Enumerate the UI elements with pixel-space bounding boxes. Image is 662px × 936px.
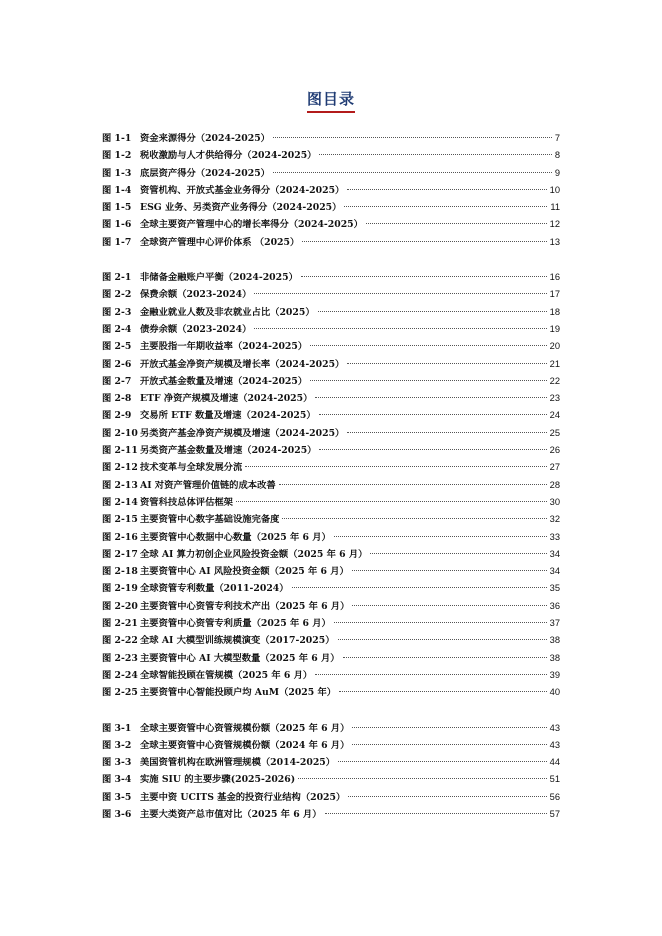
page-number: 33 — [549, 531, 560, 542]
toc-entry[interactable] — [102, 373, 560, 390]
figure-number: 图 2-15 — [102, 514, 138, 526]
title-wrapper — [0, 88, 662, 113]
dot-leader — [319, 449, 546, 450]
page-number: 37 — [549, 618, 560, 629]
figure-number: 图 2-21 — [102, 618, 138, 630]
figure-title: AI 对资产管理价值链的成本改善 — [140, 479, 276, 491]
page-number: 18 — [549, 306, 560, 317]
toc-entry[interactable] — [102, 356, 560, 373]
figure-number: 图 3-4 — [102, 774, 132, 786]
figure-title: 开放式基金净资产规模及增长率（2024-2025） — [140, 358, 345, 370]
toc-entry[interactable] — [102, 754, 560, 771]
page-number: 34 — [549, 548, 560, 559]
figure-number: 图 1-1 — [102, 133, 132, 144]
figure-title: ETF 净资产规模及增速（2024-2025） — [140, 393, 313, 405]
dot-leader — [254, 328, 546, 329]
figure-title: 资管机构、开放式基金业务得分（2024-2025） — [140, 184, 345, 196]
toc-entry[interactable] — [102, 390, 560, 407]
figure-number: 图 2-19 — [102, 583, 138, 595]
toc-entry[interactable] — [102, 632, 560, 649]
figure-number: 图 2-23 — [102, 652, 138, 664]
toc-entry[interactable] — [102, 563, 560, 580]
page-number: 57 — [549, 808, 560, 819]
toc-entry[interactable] — [102, 720, 560, 737]
figure-title: 全球主要资管中心资管规模份额（2024 年 6 月） — [140, 739, 350, 751]
page-title: 图目录 — [307, 88, 355, 113]
dot-leader — [344, 206, 547, 207]
dot-leader — [273, 172, 552, 173]
page-number: 34 — [549, 566, 560, 577]
dot-leader — [298, 778, 547, 779]
figure-number: 图 3-5 — [102, 791, 132, 803]
dot-leader — [348, 796, 546, 797]
toc-group — [102, 269, 560, 701]
figure-toc — [102, 130, 560, 823]
figure-title: 全球主要资管中心资管规模份额（2025 年 6 月） — [140, 722, 350, 734]
figure-title: 资金来源得分（2024-2025） — [140, 133, 270, 144]
figure-title: 开放式基金数量及增速（2024-2025） — [140, 375, 308, 387]
dot-leader — [315, 674, 546, 675]
dot-leader — [319, 154, 551, 155]
page-number: 25 — [549, 427, 560, 438]
dot-leader — [352, 744, 546, 745]
figure-number: 图 1-7 — [102, 236, 132, 248]
figure-title: 主要资管中心数字基础设施完备度 — [140, 514, 280, 526]
dot-leader — [338, 761, 547, 762]
figure-number: 图 2-18 — [102, 566, 138, 578]
toc-entry[interactable] — [102, 477, 560, 494]
dot-leader — [334, 536, 547, 537]
dot-leader — [325, 813, 547, 814]
toc-entry[interactable] — [102, 806, 560, 823]
figure-title: 主要中资 UCITS 基金的投资行业结构（2025） — [140, 791, 346, 803]
figure-title: 非储备金融账户平衡（2024-2025） — [140, 272, 298, 284]
figure-title: 金融业就业人数及非农就业占比（2025） — [140, 306, 315, 318]
toc-group — [102, 720, 560, 824]
toc-entry[interactable] — [102, 580, 560, 597]
page-number: 16 — [549, 272, 560, 283]
dot-leader — [318, 311, 547, 312]
figure-number: 图 2-7 — [102, 375, 132, 387]
figure-title: 底层资产得分（2024-2025） — [140, 167, 270, 179]
toc-entry[interactable] — [102, 147, 560, 164]
figure-number: 图 2-2 — [102, 289, 132, 301]
dot-leader — [310, 345, 546, 346]
figure-number: 图 2-22 — [102, 635, 138, 647]
dot-leader — [347, 432, 546, 433]
toc-entry[interactable] — [102, 130, 560, 147]
toc-entry[interactable] — [102, 269, 560, 286]
page-number: 19 — [549, 323, 560, 334]
page-number: 28 — [549, 479, 560, 490]
figure-title: 全球资管专利数量（2011-2024） — [140, 583, 289, 595]
figure-number: 图 2-6 — [102, 358, 132, 370]
dot-leader — [282, 518, 546, 519]
toc-entry[interactable] — [102, 511, 560, 528]
page-number: 56 — [549, 791, 560, 802]
toc-entry[interactable] — [102, 286, 560, 303]
figure-title: 税收激励与人才供给得分（2024-2025） — [140, 150, 317, 162]
page-number: 32 — [549, 514, 560, 525]
dot-leader — [302, 241, 546, 242]
figure-title: 主要资管中心资管专利技术产出（2025 年 6 月） — [140, 600, 350, 612]
figure-title: 资管科技总体评估框架 — [140, 496, 233, 508]
toc-entry[interactable] — [102, 615, 560, 632]
toc-entry[interactable] — [102, 182, 560, 199]
figure-number: 图 3-1 — [102, 722, 132, 734]
dot-leader — [352, 605, 546, 606]
page-number: 35 — [549, 583, 560, 594]
page-number: 7 — [554, 133, 560, 143]
toc-entry[interactable] — [102, 459, 560, 476]
page-number: 12 — [549, 219, 560, 230]
page-number: 44 — [549, 757, 560, 768]
dot-leader — [236, 501, 547, 502]
figure-number: 图 1-5 — [102, 202, 132, 214]
figure-title: 主要资管中心智能投顾户均 AuM（2025 年） — [140, 687, 337, 699]
figure-title: 全球主要资产管理中心的增长率得分（2024-2025） — [140, 219, 363, 231]
dot-leader — [245, 466, 546, 467]
dot-leader — [366, 223, 547, 224]
figure-title: 交易所 ETF 数量及增速（2024-2025） — [140, 410, 316, 422]
page-number: 8 — [554, 150, 560, 161]
dot-leader — [254, 293, 546, 294]
figure-title: 主要资管中心数据中心数量（2025 年 6 月） — [140, 531, 331, 543]
dot-leader — [347, 363, 546, 364]
toc-entry[interactable] — [102, 165, 560, 182]
figure-title: 债券余额（2023-2024） — [140, 323, 252, 335]
page-number: 39 — [549, 669, 560, 680]
dot-leader — [334, 622, 547, 623]
page-number: 30 — [549, 496, 560, 507]
figure-number: 图 2-1 — [102, 272, 132, 284]
page-number: 40 — [549, 687, 560, 698]
figure-number: 图 2-10 — [102, 427, 138, 439]
figure-number: 图 3-2 — [102, 739, 132, 751]
dot-leader — [352, 727, 546, 728]
dot-leader — [319, 414, 547, 415]
dot-leader — [338, 639, 547, 640]
figure-number: 图 2-5 — [102, 341, 132, 353]
figure-number: 图 2-20 — [102, 600, 138, 612]
page-number: 17 — [549, 289, 560, 300]
figure-number: 图 1-6 — [102, 219, 132, 231]
figure-number: 图 2-9 — [102, 410, 132, 422]
toc-entry[interactable] — [102, 338, 560, 355]
page-number: 22 — [549, 375, 560, 386]
figure-number: 图 2-24 — [102, 669, 138, 681]
page-number: 38 — [549, 635, 560, 646]
toc-entry[interactable] — [102, 529, 560, 546]
figure-number: 图 2-11 — [102, 445, 138, 457]
figure-title: 主要资管中心资管专利质量（2025 年 6 月） — [140, 618, 331, 630]
dot-leader — [315, 397, 546, 398]
page-number: 23 — [549, 393, 560, 404]
figure-number: 图 1-3 — [102, 167, 132, 179]
page-number: 20 — [549, 341, 560, 352]
figure-title: 另类资产基金数量及增速（2024-2025） — [140, 445, 317, 457]
figure-title: 技术变革与全球发展分流 — [140, 462, 243, 474]
figure-title: 全球资产管理中心评价体系 （2025） — [140, 236, 300, 248]
page-number: 43 — [549, 722, 560, 733]
figure-title: 保费余额（2023-2024） — [140, 289, 252, 301]
page-number: 38 — [549, 652, 560, 663]
figure-title: 实施 SIU 的主要步骤(2025-2026) — [140, 774, 296, 786]
page-number: 27 — [549, 462, 560, 473]
dot-leader — [339, 691, 547, 692]
figure-number: 图 3-6 — [102, 808, 132, 820]
figure-title: 主要资管中心 AI 风险投资金额（2025 年 6 月） — [140, 566, 349, 578]
page-number: 24 — [549, 410, 560, 421]
figure-title: 另类资产基金净资产规模及增速（2024-2025） — [140, 427, 345, 439]
page-number: 51 — [549, 774, 560, 785]
page-number: 43 — [549, 739, 560, 750]
toc-group — [102, 130, 560, 251]
figure-number: 图 3-3 — [102, 757, 132, 769]
page-number: 21 — [549, 358, 560, 369]
dot-leader — [370, 553, 546, 554]
page-number: 26 — [549, 445, 560, 456]
page-number: 11 — [550, 202, 560, 213]
page-number: 9 — [554, 167, 560, 178]
toc-entry[interactable] — [102, 425, 560, 442]
toc-entry[interactable] — [102, 494, 560, 511]
figure-title: 全球智能投顾在管规模（2025 年 6 月） — [140, 669, 313, 681]
figure-number: 图 2-14 — [102, 496, 138, 508]
toc-entry[interactable] — [102, 789, 560, 806]
figure-title: 主要大类资产总市值对比（2025 年 6 月） — [140, 808, 322, 820]
toc-entry[interactable] — [102, 737, 560, 754]
page-number: 10 — [549, 184, 560, 195]
figure-number: 图 2-17 — [102, 548, 138, 560]
figure-title: 全球 AI 算力初创企业风险投资金额（2025 年 6 月） — [140, 548, 368, 560]
toc-entry[interactable] — [102, 407, 560, 424]
figure-number: 图 2-25 — [102, 687, 138, 699]
figure-title: 主要资管中心 AI 大模型数量（2025 年 6 月） — [140, 652, 340, 664]
toc-entry[interactable] — [102, 546, 560, 563]
page-number: 13 — [549, 236, 560, 247]
figure-title: ESG 业务、另类资产业务得分（2024-2025） — [140, 202, 342, 214]
dot-leader — [343, 657, 547, 658]
dot-leader — [292, 587, 547, 588]
toc-entry[interactable] — [102, 304, 560, 321]
dot-leader — [310, 380, 546, 381]
toc-entry[interactable] — [102, 771, 560, 788]
page-number: 36 — [549, 600, 560, 611]
figure-number: 图 1-2 — [102, 150, 132, 162]
figure-number: 图 2-3 — [102, 306, 132, 318]
dot-leader — [279, 484, 547, 485]
figure-number: 图 2-13 — [102, 479, 138, 491]
figure-number: 图 1-4 — [102, 184, 132, 196]
dot-leader — [301, 276, 547, 277]
figure-number: 图 2-4 — [102, 323, 132, 335]
dot-leader — [352, 570, 547, 571]
figure-number: 图 2-12 — [102, 462, 138, 474]
toc-entry[interactable] — [102, 442, 560, 459]
toc-entry[interactable] — [102, 650, 560, 667]
toc-entry[interactable] — [102, 598, 560, 615]
toc-entry[interactable] — [102, 667, 560, 684]
toc-entry[interactable] — [102, 684, 560, 701]
toc-entry[interactable] — [102, 321, 560, 338]
figure-title: 主要股指一年期收益率（2024-2025） — [140, 341, 308, 353]
dot-leader — [273, 137, 552, 138]
toc-entry[interactable] — [102, 199, 560, 216]
figure-number: 图 2-8 — [102, 393, 132, 405]
figure-number: 图 2-16 — [102, 531, 138, 543]
toc-entry[interactable] — [102, 234, 560, 251]
figure-title: 美国资管机构在欧洲管理规模（2014-2025） — [140, 757, 336, 769]
figure-title: 全球 AI 大模型训练规模演变（2017-2025） — [140, 635, 335, 647]
dot-leader — [347, 189, 546, 190]
toc-entry[interactable] — [102, 216, 560, 233]
